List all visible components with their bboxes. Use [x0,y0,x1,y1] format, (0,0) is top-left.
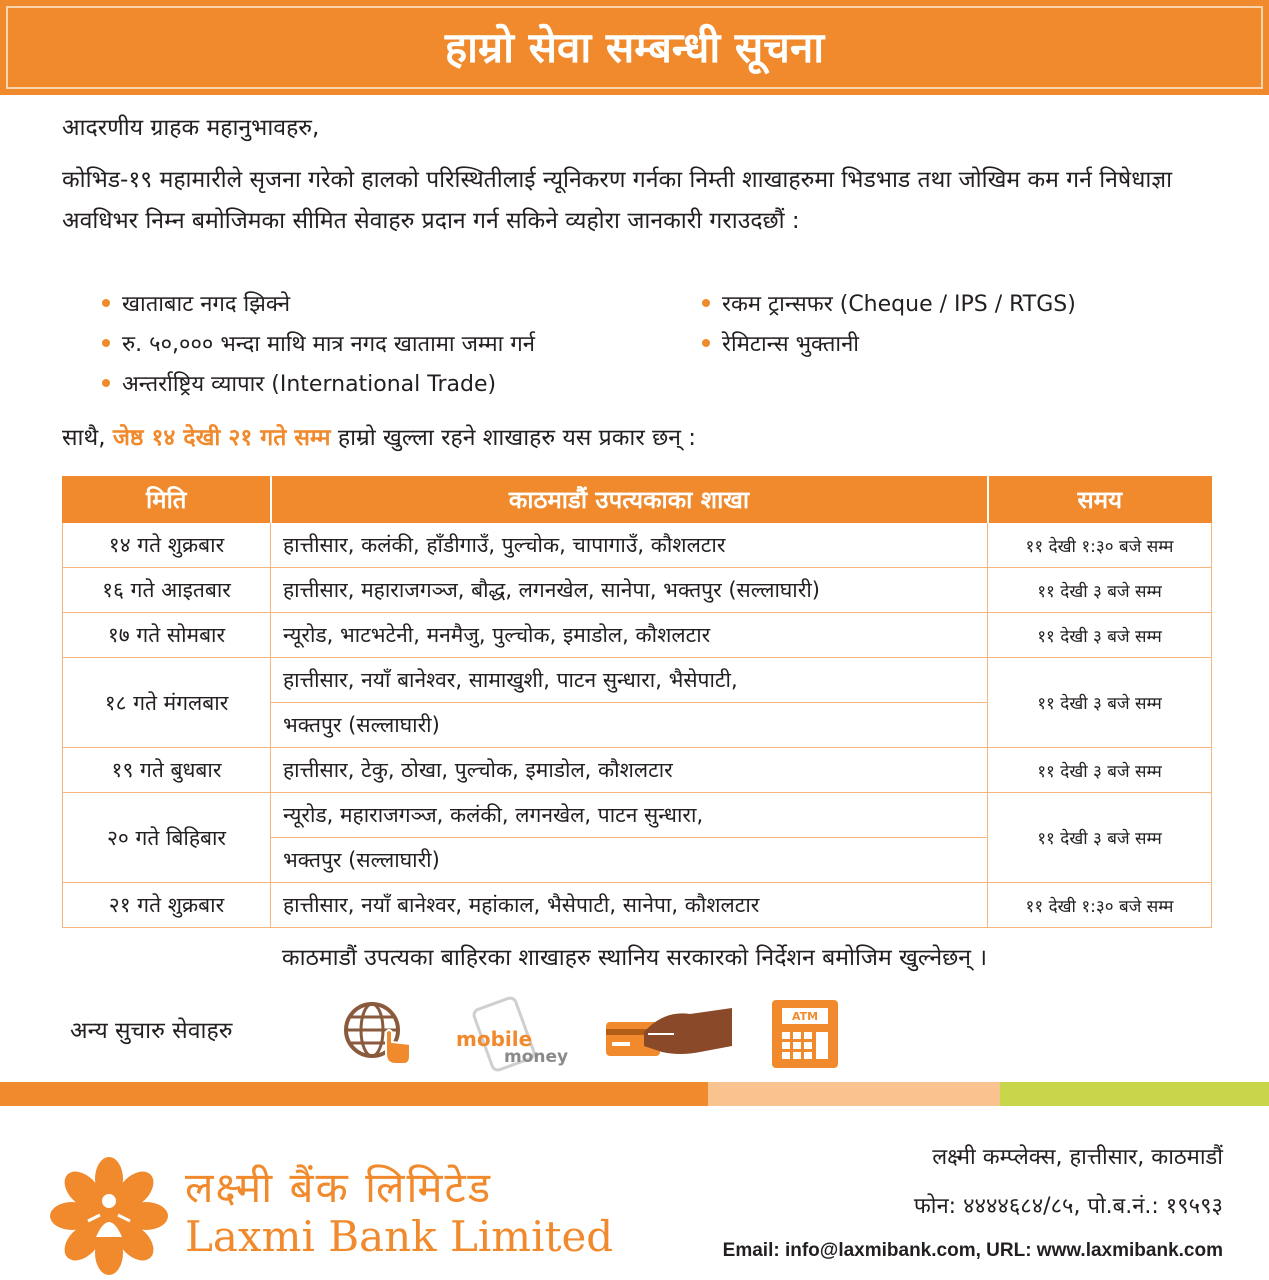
internet-banking-icon [340,998,412,1070]
service-item [102,368,496,398]
page-title: हाम्रो सेवा सम्बन्धी सूचना [444,23,825,72]
column-header-time: समय [988,477,1212,523]
time-cell: ११ देखी १:३० बजे सम्म [988,523,1212,568]
table-row [63,658,1212,703]
day-cell: १८ गते मंगलबार [63,658,271,748]
time-cell: ११ देखी ३ बजे सम्म [988,568,1212,613]
schedule-intro [62,420,696,452]
service-label: रकम ट्रान्सफर (Cheque / IPS / RTGS) [722,292,1076,317]
bullet-dot [702,299,710,307]
day-cell: २० गते बिहिबार [63,793,271,883]
time-cell: ११ देखी ३ बजे सम्म [988,793,1212,883]
table-row [63,748,1212,793]
table-row [63,568,1212,613]
branches-cell: न्यूरोड, भाटभटेनी, मनमैजु, पुल्चोक, इमाडोल, कौशलटार [271,613,988,658]
branches-cell: हात्तीसार, नयाँ बानेश्वर, महांकाल, भैसेपाटी, सानेपा, कौशलटार [271,883,988,928]
outside-valley-note: काठमाडौं उपत्यका बाहिरका शाखाहरु स्थानिय सरकारको निर्देशन बमोजिम खुल्नेछन् । [281,945,988,971]
atm-label: ATM [791,1010,819,1023]
time-cell: ११ देखी ३ बजे सम्म [988,748,1212,793]
table-row [63,613,1212,658]
bullet-dot [102,299,110,307]
service-item [102,288,290,318]
footer-phone: फोन: ४४४४६८४/८५, पो.ब.नं.: १९५९३ [913,1194,1223,1219]
service-item [702,328,859,358]
brand-name-nepali: लक्ष्मी बैंक लिमिटेड [185,1163,493,1212]
schedule-intro-suffix: हाम्रो खुल्ला रहने शाखाहरु यस प्रकार छन् : [337,425,697,451]
column-header-branches: काठमाडौं उपत्यकाका शाखा [271,477,988,523]
footer-stripe-peach [708,1082,1000,1106]
time-cell: ११ देखी ३ बजे सम्म [988,613,1212,658]
branches-cell: न्यूरोड, महाराजगञ्ज, कलंकी, लगनखेल, पाटन सुन्धारा, [271,793,988,838]
footer-address: लक्ष्मी कम्प्लेक्स, हात्तीसार, काठमाडौं [932,1145,1223,1170]
branches-cell: हात्तीसार, कलंकी, हाँडीगाउँ, पुल्चोक, चापागाउँ, कौशलटार [271,523,988,568]
service-label: अन्तर्राष्ट्रिय व्यापार (International Trade) [122,372,497,397]
mobile-money-word-mobile: mobile [456,1027,533,1051]
branches-cell: भक्तपुर (सल्लाघारी) [271,703,988,748]
day-cell: १६ गते आइतबार [63,568,271,613]
table-row [63,793,1212,838]
branches-cell: भक्तपुर (सल्लाघारी) [271,838,988,883]
day-cell: २१ गते शुक्रबार [63,883,271,928]
day-cell: १७ गते सोमबार [63,613,271,658]
laxmi-bank-logo-icon [48,1155,170,1277]
bullet-dot [102,339,110,347]
service-label: रु. ५०,००० भन्दा माथि मात्र नगद खातामा जम्मा गर्न [122,332,535,357]
branches-cell: हात्तीसार, महाराजगञ्ज, बौद्ध, लगनखेल, सानेपा, भक्तपुर (सल्लाघारी) [271,568,988,613]
footer-stripe-lime [1000,1082,1269,1106]
mobile-money-icon [452,996,568,1074]
card-payment-icon [604,1006,734,1064]
table-row [63,523,1212,568]
column-header-date: मिति [63,477,271,523]
branches-cell: हात्तीसार, नयाँ बानेश्वर, सामाखुशी, पाटन सुन्धारा, भैसेपाटी, [271,658,988,703]
bullet-dot [702,339,710,347]
other-services-label: अन्य सुचारु सेवाहरु [70,1018,233,1044]
day-cell: १४ गते शुक्रबार [63,523,271,568]
service-item [702,288,1076,318]
atm-icon [770,998,840,1070]
service-label: खाताबाट नगद झिक्ने [122,292,291,317]
intro-paragraph: कोभिड-१९ महामारीले सृजना गरेको हालको परिस्थितीलाई न्यूनिकरण गर्नका निम्ती शाखाहरुमा भिडभाड तथा जोखिम कम गर्न निषेधाज्ञा अवधिभर निम्न बमोजिमका सीमित सेवाहरु प्रदान गर्न सकिने व्यहोरा जानकारी गराउदछौं : [62,167,1173,234]
date-range-highlight: जेष्ठ १४ देखी २१ गते सम्म [112,425,331,451]
service-item [102,328,535,358]
footer-stripe-orange [0,1082,708,1106]
day-cell: १९ गते बुधबार [63,748,271,793]
time-cell: ११ देखी १:३० बजे सम्म [988,883,1212,928]
bullet-dot [102,379,110,387]
mobile-money-word-money: money [504,1047,568,1067]
table-header-row [63,477,1212,523]
branches-cell: हात्तीसार, टेकु, ठोखा, पुल्चोक, इमाडोल, कौशलटार [271,748,988,793]
service-label: रेमिटान्स भुक्तानी [722,332,859,357]
footer-email-url: Email: info@laxmibank.com, URL: www.laxmibank.com [722,1240,1223,1261]
schedule-intro-prefix: साथै, [62,425,106,451]
brand-name-english: Laxmi Bank Limited [185,1212,614,1261]
table-row [63,883,1212,928]
time-cell: ११ देखी ३ बजे सम्म [988,658,1212,748]
branch-schedule-table [62,476,1212,928]
greeting: आदरणीय ग्राहक महानुभावहरु, [62,115,320,141]
